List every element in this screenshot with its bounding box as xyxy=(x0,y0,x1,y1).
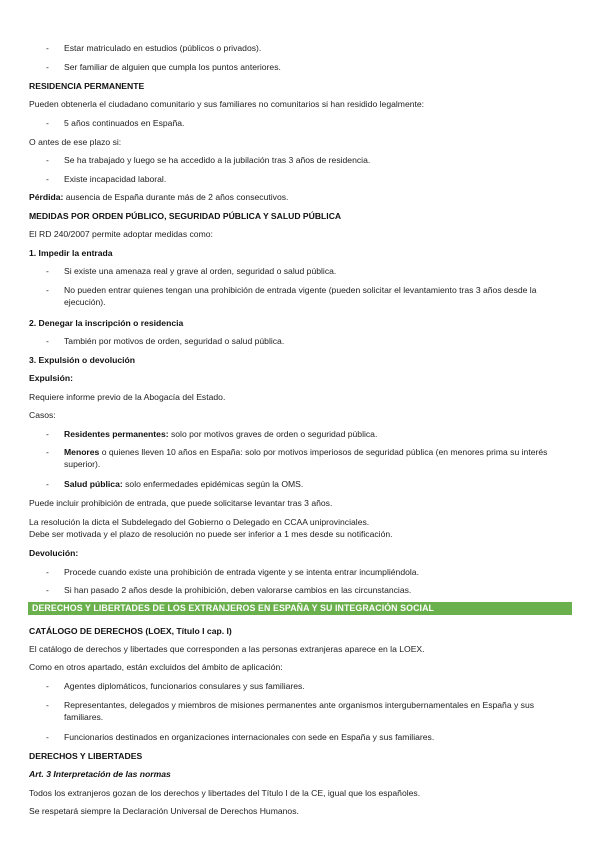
bullet-dash: - xyxy=(46,155,49,165)
bullet-body: solo por motivos graves de orden o seguridad pública. xyxy=(168,429,378,439)
bullet-dash: - xyxy=(46,732,49,742)
paragraph: O antes de ese plazo si: xyxy=(29,137,122,147)
bullet-dash: - xyxy=(46,447,49,457)
paragraph: Casos: xyxy=(29,410,56,420)
heading-impedir-entrada: 1. Impedir la entrada xyxy=(29,248,113,258)
paragraph: Como en otros apartado, están excluidos del ámbito de aplicación: xyxy=(29,662,283,672)
bullet-text: Agentes diplomáticos, funcionarios consulares y sus familiares. xyxy=(64,681,305,691)
paragraph: Debe ser motivada y el plazo de resolución no puede ser inferior a 1 mes desde su notificación. xyxy=(29,529,393,539)
bullet-dash: - xyxy=(46,285,49,295)
bullet-dash: - xyxy=(46,700,49,710)
heading-derechos-libertades: DERECHOS Y LIBERTADES xyxy=(29,751,143,761)
section-band-derechos-extranjeros: DERECHOS Y LIBERTADES DE LOS EXTRANJEROS EN ESPAÑA Y SU INTEGRACIÓN SOCIAL xyxy=(28,602,572,615)
bullet-label: Menores xyxy=(64,447,100,457)
bullet-text: Si han pasado 2 años desde la prohibición, deben valorarse cambios en las circunstancias. xyxy=(64,585,412,595)
paragraph-perdida xyxy=(29,192,572,204)
bullet-text xyxy=(64,479,572,491)
bullet-text: Procede cuando existe una prohibición de entrada vigente y se intenta entrar incumpliéndola. xyxy=(64,567,419,577)
bullet-text: Ser familiar de alguien que cumpla los puntos anteriores. xyxy=(64,62,281,72)
bullet-dash: - xyxy=(46,118,49,128)
bullet-text: Funcionarios destinados en organizaciones internacionales con sede en España y sus familiares. xyxy=(64,732,435,742)
heading-medidas: MEDIDAS POR ORDEN PÚBLICO, SEGURIDAD PÚBLICA Y SALUD PÚBLICA xyxy=(29,211,342,221)
bullet-dash: - xyxy=(46,479,49,489)
heading-expulsion: Expulsión: xyxy=(29,373,73,383)
bullet-text: También por motivos de orden, seguridad o salud pública. xyxy=(64,336,285,346)
bullet-dash: - xyxy=(46,336,49,346)
heading-devolucion: Devolución: xyxy=(29,548,79,558)
bullet-dash: - xyxy=(46,429,49,439)
paragraph: Requiere informe previo de la Abogacía del Estado. xyxy=(29,392,226,402)
heading-expulsion-devolucion: 3. Expulsión o devolución xyxy=(29,355,136,365)
paragraph: Se respetará siempre la Declaración Universal de Derechos Humanos. xyxy=(29,806,299,816)
bullet-dash: - xyxy=(46,567,49,577)
bullet-dash: - xyxy=(46,62,49,72)
perdida-text: ausencia de España durante más de 2 años consecutivos. xyxy=(63,192,289,202)
paragraph: Pueden obtenerla el ciudadano comunitario y sus familiares no comunitarios si han residido legalmente: xyxy=(29,99,425,109)
bullet-text: Se ha trabajado y luego se ha accedido a la jubilación tras 3 años de residencia. xyxy=(64,155,371,165)
bullet-text: Si existe una amenaza real y grave al orden, seguridad o salud pública. xyxy=(64,266,337,276)
heading-residencia-permanente: RESIDENCIA PERMANENTE xyxy=(29,81,145,91)
heading-denegar: 2. Denegar la inscripción o residencia xyxy=(29,318,184,328)
perdida-label: Pérdida: xyxy=(29,192,64,202)
bullet-label: Salud pública: xyxy=(64,479,123,489)
bullet-dash: - xyxy=(46,174,49,184)
heading-art3: Art. 3 Interpretación de las normas xyxy=(29,769,171,779)
paragraph: El catálogo de derechos y libertades que corresponden a las personas extranjeras aparece en la LOEX. xyxy=(29,644,425,654)
bullet-dash: - xyxy=(46,43,49,53)
bullet-text: Existe incapacidad laboral. xyxy=(64,174,167,184)
heading-catalogo: CATÁLOGO DE DERECHOS (LOEX, Título I cap. I) xyxy=(29,626,232,636)
paragraph: Todos los extranjeros gozan de los derechos y libertades del Título I de la CE, igual que los españoles. xyxy=(29,788,421,798)
bullet-dash: - xyxy=(46,681,49,691)
bullet-dash: - xyxy=(46,585,49,595)
bullet-label: Residentes permanentes: xyxy=(64,429,169,439)
bullet-text xyxy=(64,429,572,441)
bullet-body: o quienes lleven 10 años en España: solo por motivos imperiosos de seguridad pública (en menores prima su interés superior). xyxy=(64,447,548,469)
bullet-dash: - xyxy=(46,266,49,276)
bullet-text xyxy=(64,447,572,470)
bullet-text: Representantes, delegados y miembros de misiones permanentes ante organismos intergubernamentales en España y sus familiares. xyxy=(64,700,535,722)
bullet-text: 5 años continuados en España. xyxy=(64,118,185,128)
bullet-text: Estar matriculado en estudios (públicos o privados). xyxy=(64,43,262,53)
paragraph: La resolución la dicta el Subdelegado del Gobierno o Delegado en CCAA uniprovinciales. xyxy=(29,517,370,527)
bullet-text: No pueden entrar quienes tengan una prohibición de entrada vigente (pueden solicitar el levantamiento tras 3 años desde la ejecución). xyxy=(64,285,537,307)
bullet-body: solo enfermedades epidémicas según la OMS. xyxy=(122,479,304,489)
paragraph: Puede incluir prohibición de entrada, que puede solicitarse levantar tras 3 años. xyxy=(29,498,333,508)
paragraph: El RD 240/2007 permite adoptar medidas como: xyxy=(29,229,213,239)
